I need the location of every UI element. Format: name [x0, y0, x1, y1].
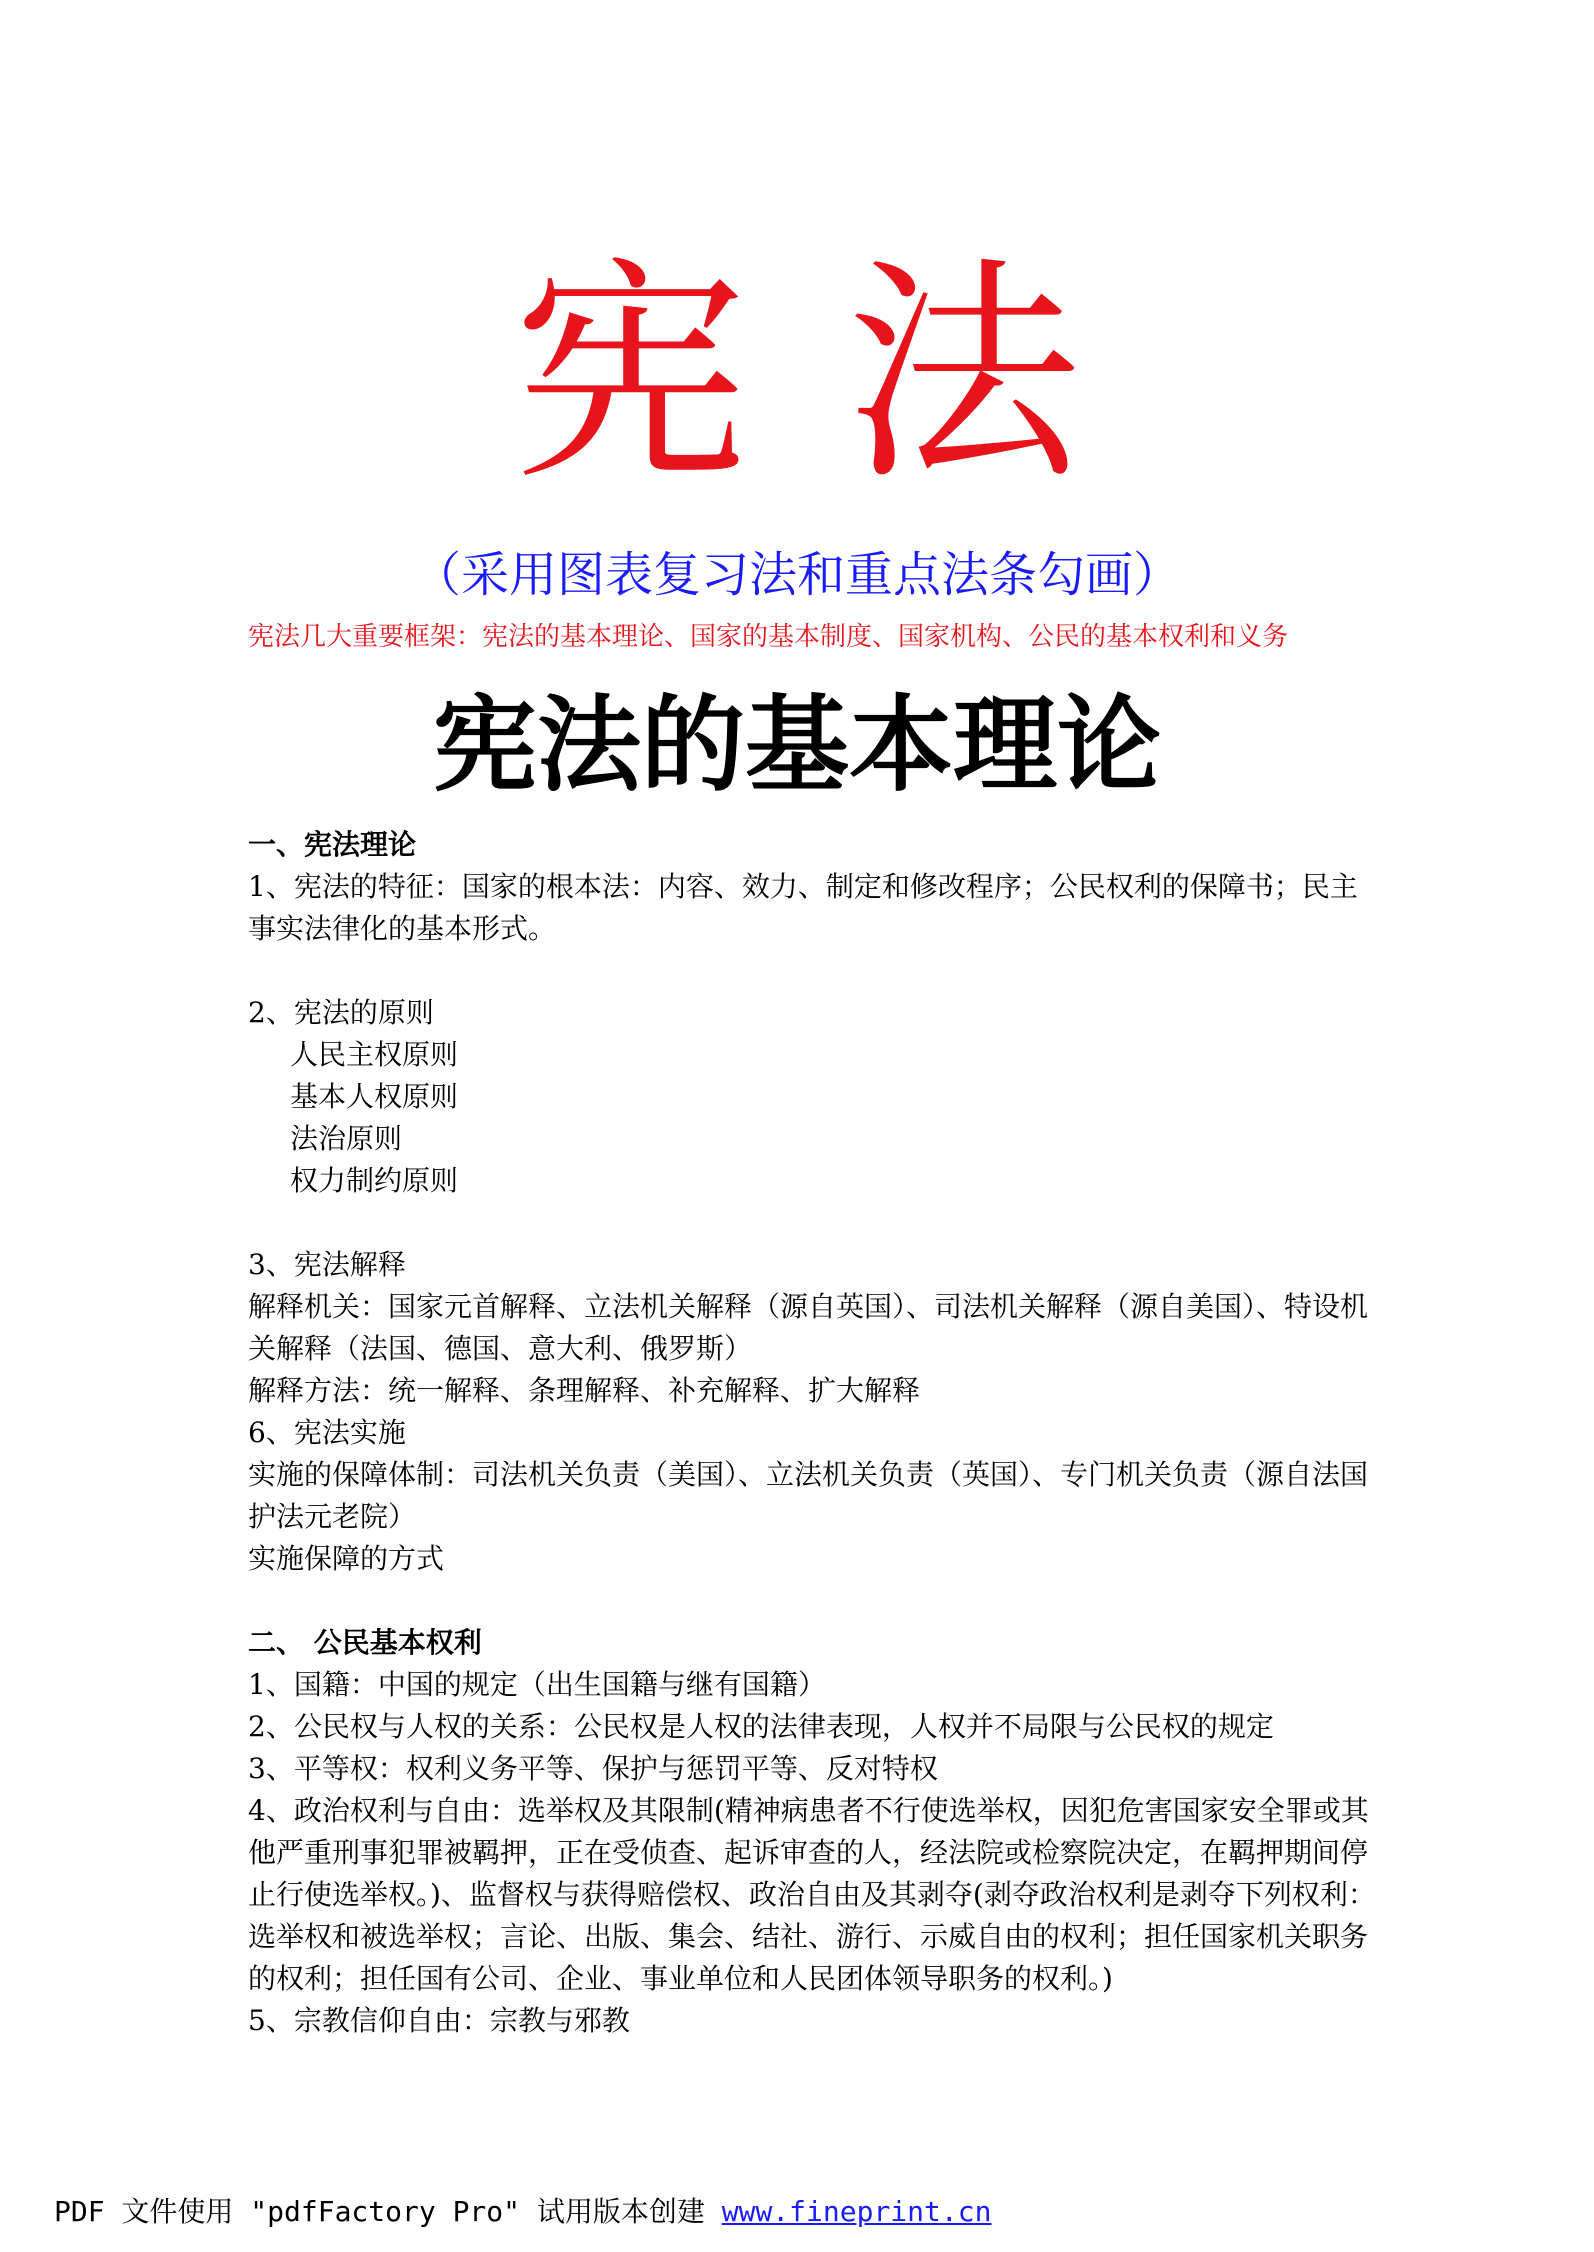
body-line: 解释机关：国家元首解释、立法机关解释（源自英国）、司法机关解释（源自美国）、特设机 [248, 1290, 1369, 1323]
body-line: 选举权和被选举权；言论、出版、集会、结社、游行、示威自由的权利；担任国家机关职务 [248, 1920, 1369, 1953]
heading-constitution-theory: 一、宪法理论 [248, 828, 417, 861]
blank-line [248, 950, 1368, 992]
section-title: 宪法的基本理论 [432, 683, 1161, 806]
body-line: 4、政治权利与自由：选举权及其限制(精神病患者不行使选举权，因犯危害国家安全罪或其 [248, 1794, 1369, 1827]
body-line: 实施的保障体制：司法机关负责（美国）、立法机关负责（英国）、专门机关负责（源自法国 [248, 1458, 1369, 1491]
body-line: 解释方法：统一解释、条理解释、补充解释、扩大解释 [248, 1374, 921, 1407]
body-line: 他严重刑事犯罪被羁押，正在受侦查、起诉审查的人，经法院或检察院决定，在羁押期间停 [248, 1836, 1369, 1869]
heading-citizen-rights: 二、 公民基本权利 [248, 1626, 482, 1659]
body-line: 3、宪法解释 [248, 1248, 406, 1281]
body-line: 关解释（法国、德国、意大利、俄罗斯） [248, 1332, 753, 1365]
body-line: 2、公民权与人权的关系：公民权是人权的法律表现，人权并不局限与公民权的规定 [248, 1710, 1274, 1743]
body-line: 1、国籍：中国的规定（出生国籍与继有国籍） [248, 1668, 826, 1701]
body-line: 事实法律化的基本形式。 [248, 912, 557, 945]
document-subtitle: （采用图表复习法和重点法条勾画） [412, 547, 1181, 603]
body-line: 实施保障的方式 [248, 1542, 445, 1575]
pdf-footer [54, 2192, 991, 2232]
principle-item: 权力制约原则 [290, 1164, 459, 1197]
principle-item: 法治原则 [290, 1122, 403, 1155]
body-line: 6、宪法实施 [248, 1416, 406, 1449]
blank-line [248, 1202, 1368, 1244]
principle-item: 基本人权原则 [290, 1080, 459, 1113]
body-line: 5、宗教信仰自由：宗教与邪教 [248, 2004, 630, 2037]
document-title: 宪法 [512, 237, 1177, 512]
principle-item: 人民主权原则 [290, 1038, 459, 1071]
footer-text: PDF 文件使用 "pdfFactory Pro" 试用版本创建 [54, 2195, 722, 2228]
footer-link[interactable]: www.fineprint.cn [721, 2195, 992, 2228]
blank-line [248, 1580, 1368, 1622]
body-line: 的权利；担任国有公司、企业、事业单位和人民团体领导职务的权利。) [248, 1962, 1113, 1995]
body-line: 2、宪法的原则 [248, 996, 434, 1029]
body-line: 1、宪法的特征：国家的根本法：内容、效力、制定和修改程序；公民权利的保障书；民主 [248, 870, 1358, 903]
body-line: 止行使选举权。)、监督权与获得赔偿权、政治自由及其剥夺(剥夺政治权利是剥夺下列权利： [248, 1878, 1376, 1911]
body-line: 护法元老院） [248, 1500, 417, 1533]
body-line: 3、平等权：权利义务平等、保护与惩罚平等、反对特权 [248, 1752, 938, 1785]
framework-summary: 宪法几大重要框架：宪法的基本理论、国家的基本制度、国家机构、公民的基本权利和义务 [248, 622, 1289, 652]
document-body [248, 824, 1376, 2042]
